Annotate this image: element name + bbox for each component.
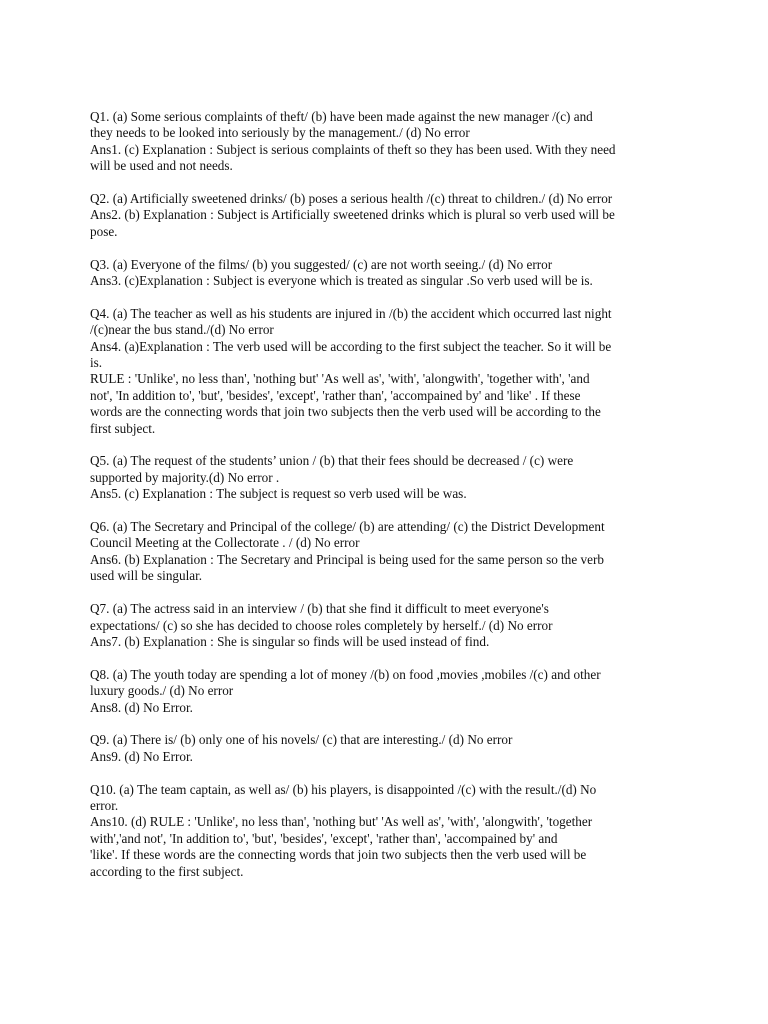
question-block-7: [90, 601, 650, 650]
question-block-2: [90, 191, 650, 240]
question-block-4: [90, 306, 650, 437]
question-text: Q10. (a) The team captain, as well as/ (b) his players, is disappointed /(c) with the result./(d) No: [90, 781, 597, 797]
question-text: Q1. (a) Some serious complaints of theft/ (b) have been made against the new manager /(c) and: [90, 109, 593, 124]
question-text: luxury goods./ (d) No error: [90, 683, 234, 699]
question-block-8: [90, 667, 650, 716]
answer-text: Ans6. (b) Explanation : The Secretary and Principal is being used for the same person so the verb: [90, 551, 604, 567]
question-text: Q6. (a) The Secretary and Principal of the college/ (b) are attending/ (c) the District Development: [90, 519, 605, 535]
rule-text: words are the connecting words that join two subjects then the verb used will be according to the: [90, 404, 601, 420]
answer-text: Ans3. (c)Explanation : Subject is everyone which is treated as singular .So verb used will be is.: [90, 273, 593, 289]
question-block-5: [90, 453, 650, 502]
rule-text: RULE : 'Unlike', no less than', 'nothing but' 'As well as', 'with', 'alongwith', 'together with', 'and: [90, 371, 590, 387]
question-text: supported by majority.(d) No error .: [90, 469, 280, 485]
document-page: [90, 109, 650, 896]
question-text: they needs to be looked into seriously by the management./ (d) No error: [90, 125, 470, 141]
answer-text: Ans5. (c) Explanation : The subject is request so verb used will be was.: [90, 486, 467, 502]
question-block-6: [90, 519, 650, 585]
answer-text: used will be singular.: [90, 568, 203, 584]
answer-text: Ans7. (b) Explanation : She is singular so finds will be used instead of find.: [90, 633, 490, 649]
rule-text: with','and not', 'In addition to', 'but', 'besides', 'except', 'rather than', 'accompained by' and: [90, 830, 558, 846]
answer-text: pose.: [90, 223, 118, 239]
answer-text: Ans2. (b) Explanation : Subject is Artificially sweetened drinks which is plural so verb used will be: [90, 207, 615, 223]
answer-text: Ans10. (d) RULE : 'Unlike', no less than', 'nothing but' 'As well as', 'with', 'alongwith', 'together: [90, 814, 593, 830]
question-block-1: [90, 109, 650, 175]
answer-text: Ans9. (d) No Error.: [90, 748, 193, 764]
rule-text: 'like'. If these words are the connecting words that join two subjects then the verb used will be: [90, 847, 587, 863]
question-block-10: [90, 782, 650, 880]
question-text: Q9. (a) There is/ (b) only one of his novels/ (c) that are interesting./ (d) No error: [90, 732, 513, 748]
rule-text: according to the first subject.: [90, 863, 244, 879]
rule-text: not', 'In addition to', 'but', 'besides', 'except', 'rather than', 'accompained by' and 'like' . If these: [90, 387, 581, 403]
question-text: Q2. (a) Artificially sweetened drinks/ (b) poses a serious health /(c) threat to children./ (d) No error: [90, 191, 613, 207]
rule-text: first subject.: [90, 420, 156, 436]
question-block-3: [90, 257, 650, 290]
answer-text: Ans1. (c) Explanation : Subject is serious complaints of theft so they has been used. With they need: [90, 141, 616, 157]
answer-text: Ans4. (a)Explanation : The verb used will be according to the first subject the teacher. So it will be: [90, 338, 612, 354]
question-text: Q7. (a) The actress said in an interview / (b) that she find it difficult to meet everyone's: [90, 601, 549, 617]
answer-text: is.: [90, 355, 103, 371]
question-text: Q3. (a) Everyone of the films/ (b) you suggested/ (c) are not worth seeing./ (d) No error: [90, 256, 553, 272]
question-text: error.: [90, 797, 119, 813]
answer-text: Ans8. (d) No Error.: [90, 699, 193, 715]
answer-text: will be used and not needs.: [90, 158, 233, 174]
question-text: Q8. (a) The youth today are spending a lot of money /(b) on food ,movies ,mobiles /(c) and other: [90, 666, 601, 682]
question-text: expectations/ (c) so she has decided to choose roles completely by herself./ (d) No error: [90, 617, 553, 633]
question-text: Q4. (a) The teacher as well as his students are injured in /(b) the accident which occurred last night: [90, 305, 612, 321]
question-text: /(c)near the bus stand./(d) No error: [90, 322, 274, 338]
question-block-9: [90, 732, 650, 765]
question-text: Council Meeting at the Collectorate . / (d) No error: [90, 535, 360, 551]
question-text: Q5. (a) The request of the students’ union / (b) that their fees should be decreased / (c) were: [90, 453, 574, 469]
